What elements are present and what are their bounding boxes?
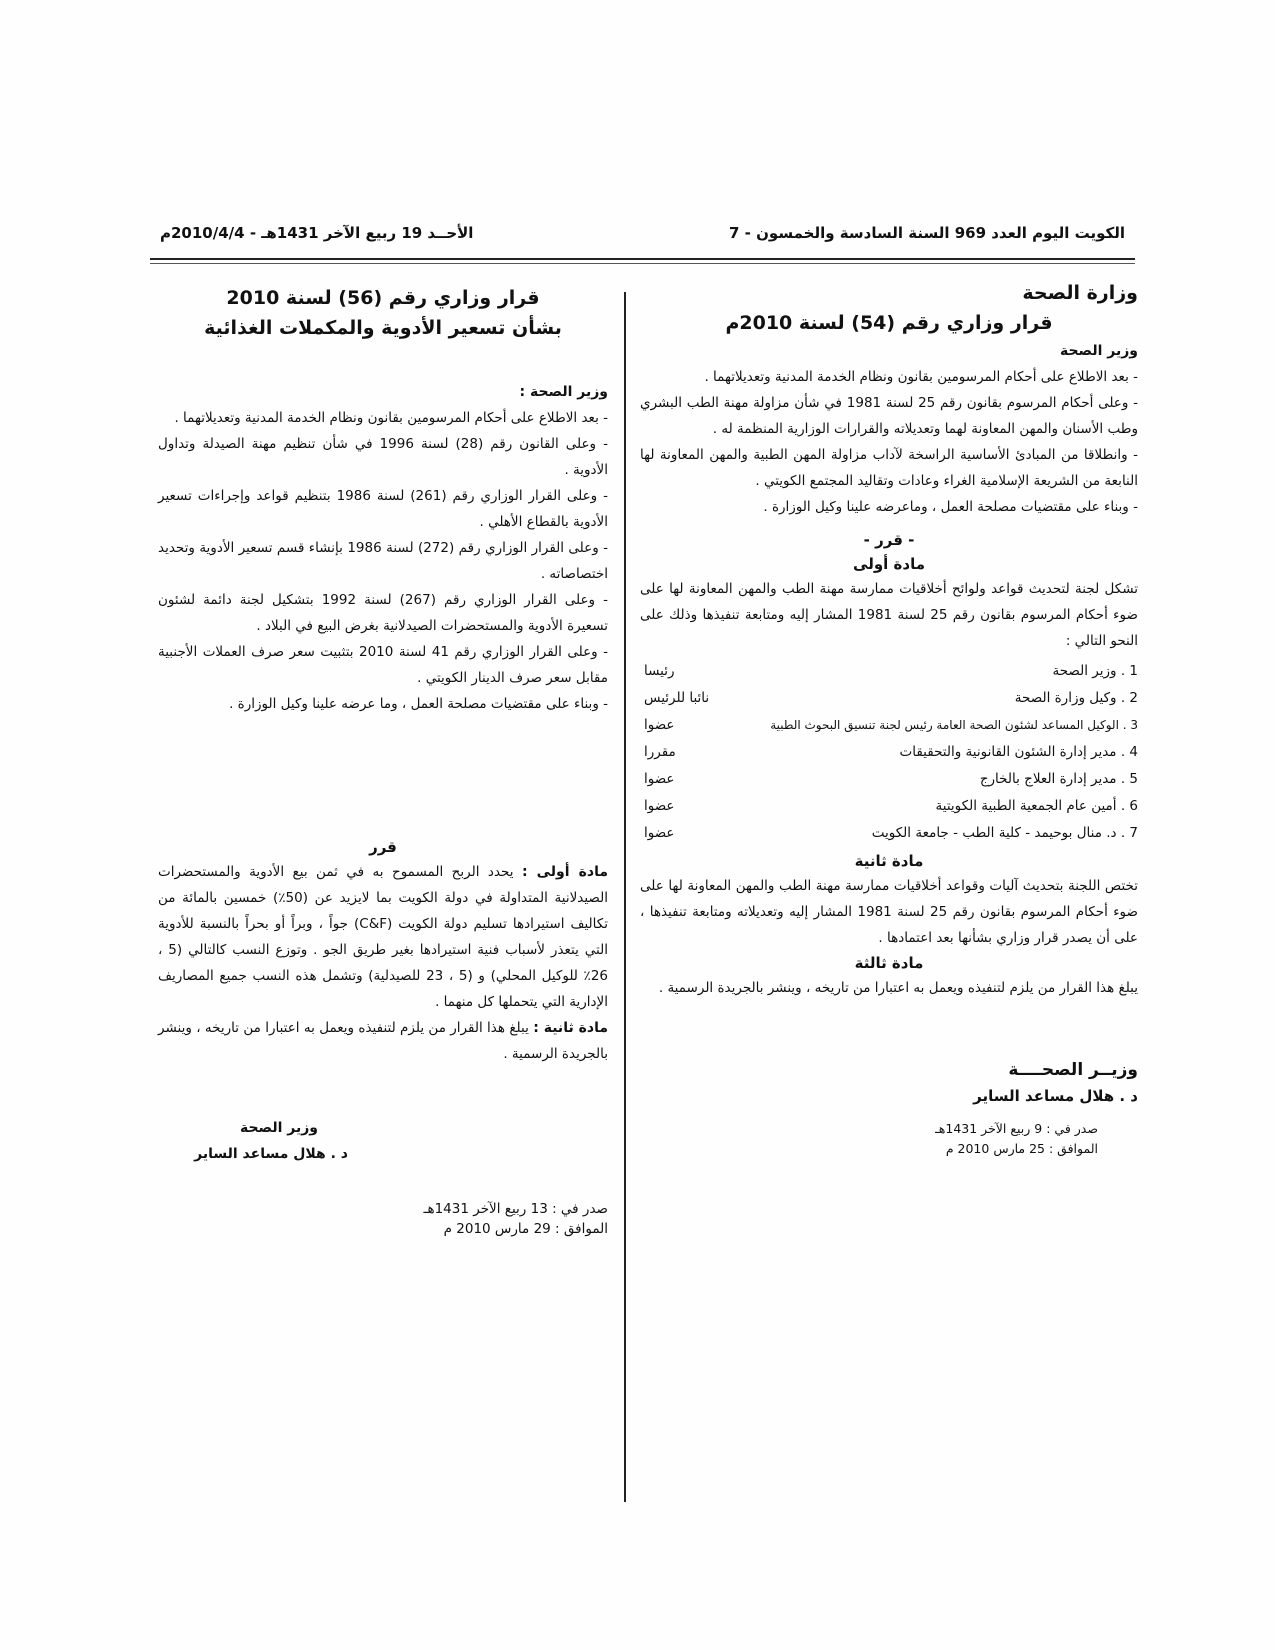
header-issue-info: الكويت اليوم العدد 969 السنة السادسة والخمسون - 7 xyxy=(729,224,1125,242)
header-date: الأحــد 19 ربيع الآخر 1431هـ - 2010/4/4م xyxy=(160,224,474,242)
article-3-text: يبلغ هذا القرار من يلزم لتنفيذه ويعمل به اعتبارا من تاريخه ، وينشر بالجريدة الرسمية . xyxy=(658,980,1138,996)
corresponding-date: الموافق : 29 مارس 2010 م xyxy=(443,1221,608,1237)
header-rule xyxy=(150,258,1135,260)
corresponding-date: الموافق : 25 مارس 2010 م xyxy=(945,1141,1098,1156)
issue-date: صدر في : 9 ربيع الآخر 1431هـ xyxy=(935,1121,1098,1136)
article-1-text: يحدد الربح المسموح به في ثمن بيع الأدوية والمستحضرات الصيدلانية المتداولة في دولة الكويت بما لايزيد عن (50٪) خمسين بالمائة من تكاليف استيرادها تسليم دولة الكويت (C&F) جواً ، وبراً أو بحراً بالنسبة للأدوية التي يتعذر لأسباب فنية استيرادها بغير طريق الجو . وتوزع النسب كالتالي (5 ، 26٪ للوكيل المحلي) و (5 ، 23 للصيدلية) وتشمل هذه النسب جميع المصاريف الإدارية التي يتحملها كل منهما . xyxy=(158,864,609,1010)
column-separator xyxy=(624,292,626,1502)
committee-member: 3 . الوكيل المساعد لشئون الصحة العامة رئيس لجنة تنسيق البحوث الطبية عضوا xyxy=(644,717,1138,733)
preamble-item: - بعد الاطلاع على أحكام المرسومين بقانون ونظام الخدمة المدنية وتعديلاتهما . xyxy=(704,369,1138,385)
committee-member: 4 . مدير إدارة الشئون القانونية والتحقيقات مقررا xyxy=(644,744,1138,760)
committee-member: 1 . وزير الصحة رئيسا xyxy=(644,663,1138,679)
article-1-title: مادة أولى xyxy=(853,555,925,573)
header-rule-thin xyxy=(150,263,1135,264)
decision-56-title: قرار وزاري رقم (56) لسنة 2010 xyxy=(226,287,540,309)
article-2-title: مادة ثانية xyxy=(854,852,924,870)
ministry-heading: وزارة الصحة xyxy=(1022,282,1138,304)
article-1-label: مادة أولى : xyxy=(521,864,608,880)
preamble-item: - بعد الاطلاع على أحكام المرسومين بقانون ونظام الخدمة المدنية وتعديلاتهما . xyxy=(174,410,608,426)
committee-member: 2 . وكيل وزارة الصحة نائبا للرئيس xyxy=(644,690,1138,706)
article-2-text: يبلغ هذا القرار من يلزم لتنفيذه ويعمل به اعتبارا من تاريخه ، وينشر بالجريدة الرسمية . xyxy=(158,1020,608,1062)
signature-name: د . هلال مساعد الساير xyxy=(973,1087,1138,1105)
decision-56-subtitle: بشأن تسعير الأدوية والمكملات الغذائية xyxy=(204,317,562,339)
issuer-label: وزير الصحة : xyxy=(519,384,608,400)
issue-date: صدر في : 13 ربيع الآخر 1431هـ xyxy=(423,1201,608,1217)
preamble-item: - وبناء على مقتضيات مصلحة العمل ، وماعرضه علينا وكيل الوزارة . xyxy=(763,499,1138,515)
preamble-item: - وبناء على مقتضيات مصلحة العمل ، وما عرضه علينا وكيل الوزارة . xyxy=(229,696,608,712)
decision-56-column xyxy=(158,283,608,1239)
committee-member: 6 . أمين عام الجمعية الطبية الكويتية عضوا xyxy=(644,798,1138,814)
issuer-label: وزير الصحة xyxy=(1059,343,1138,359)
committee-members-list xyxy=(640,658,1138,847)
committee-member: 7 . د. منال بوحيمد - كلية الطب - جامعة الكويت عضوا xyxy=(644,825,1138,841)
preamble-item: - وعلى القانون رقم (28) لسنة 1996 في شأن تنظيم مهنة الصيدلة وتداول الأدوية . xyxy=(158,436,608,478)
preamble-item: - وعلى القرار الوزاري رقم (261) لسنة 1986 بتنظيم قواعد وإجراءات تسعير الأدوية بالقطاع الأهلي . xyxy=(158,488,608,530)
article-3-title: مادة ثالثة xyxy=(854,954,924,972)
preamble-item: - وانطلاقا من المبادئ الأساسية الراسخة لآداب مزاولة المهن الطبية والمهن المعاونة لها النابعة من الشريعة الإسلامية الغراء وعادات وتقاليد المجتمع الكويتي . xyxy=(640,447,1138,489)
decided-heading: قرر xyxy=(369,838,397,856)
decision-54-column xyxy=(640,280,1138,1159)
preamble-item: - وعلى أحكام المرسوم بقانون رقم 25 لسنة 1981 في شأن مزاولة مهنة الطب البشري وطب الأسنان والمهن المعاونة لهما وتعديلاته والقرارات الوزارية المنظمة له . xyxy=(640,395,1138,437)
article-1-paragraph xyxy=(158,859,608,1015)
article-1-text: تشكل لجنة لتحديث قواعد ولوائح أخلاقيات ممارسة مهنة الطب والمهن المعاونة لها على ضوء أحكام المرسوم بقانون رقم 25 لسنة 1981 المشار إليه ومتابعة تنفيذها وذلك على النحو التالي : xyxy=(640,581,1138,649)
preamble-item: - وعلى القرار الوزاري رقم 41 لسنة 2010 بتثبيت سعر صرف العملات الأجنبية مقابل سعر صرف الدينار الكويتي . xyxy=(158,644,608,686)
article-2-label: مادة ثانية : xyxy=(533,1020,609,1036)
article-2-text: تختص اللجنة بتحديث آليات وقواعد أخلاقيات ممارسة مهنة الطب والمهن المعاونة لها على ضوء أحكام المرسوم بقانون رقم 25 لسنة 1981 المشار إليه وتعديلاته ومتابعة تنفيذها ، على أن يصدر قرار وزاري بشأنها بعد اعتمادها . xyxy=(640,878,1138,946)
signature-name: د . هلال مساعد الساير xyxy=(194,1146,348,1162)
decision-54-title: قرار وزاري رقم (54) لسنة 2010م xyxy=(725,312,1053,334)
article-2-paragraph xyxy=(158,1015,608,1067)
committee-member: 5 . مدير إدارة العلاج بالخارج عضوا xyxy=(644,771,1138,787)
preamble-item: - وعلى القرار الوزاري رقم (267) لسنة 1992 بتشكيل لجنة دائمة لشئون تسعيرة الأدوية والمستحضرات الصيدلانية بغرض البيع في البلاد . xyxy=(158,592,608,634)
decided-heading: - قرر - xyxy=(863,531,915,549)
preamble-item: - وعلى القرار الوزاري رقم (272) لسنة 1986 بإنشاء قسم تسعير الأدوية وتحديد اختصاصاته . xyxy=(158,540,608,582)
signature-title: وزير الصحة xyxy=(239,1120,318,1136)
signature-title: وزيــر الصحــــة xyxy=(1008,1060,1138,1080)
